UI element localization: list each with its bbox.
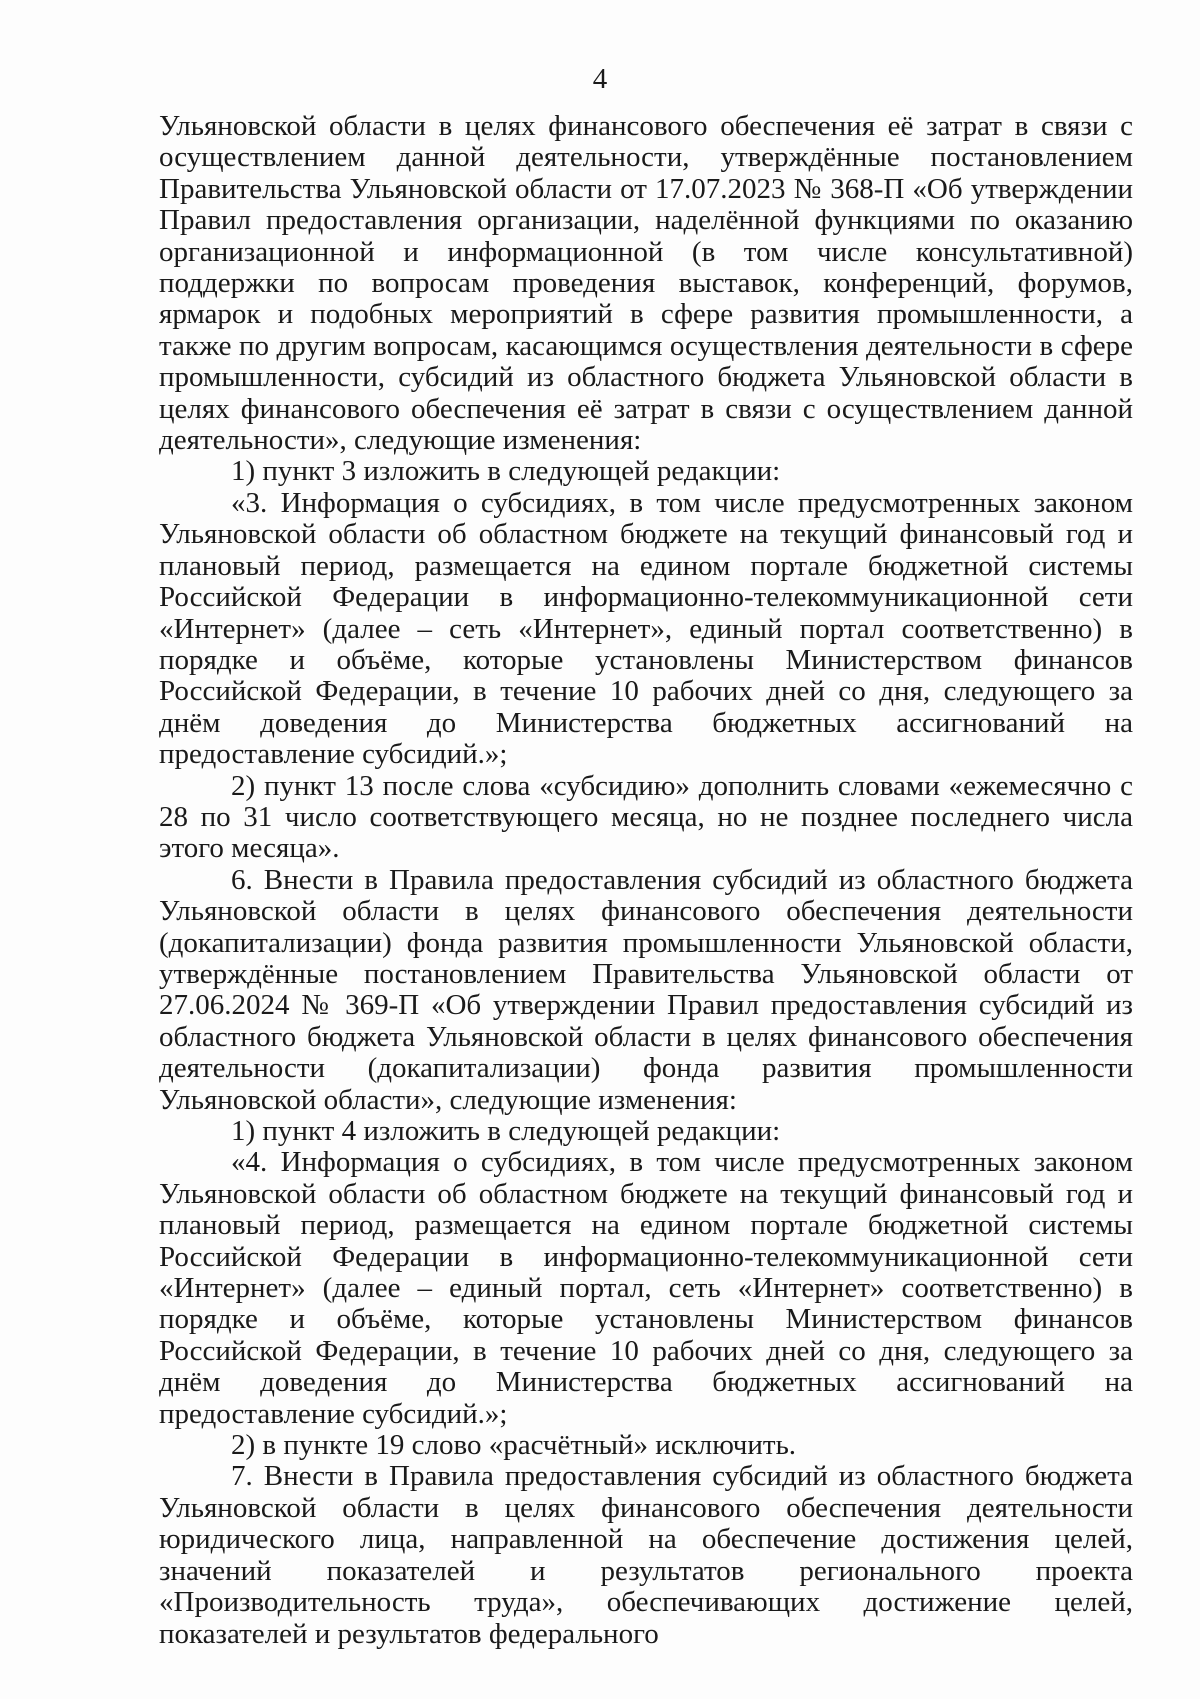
paragraph-item-2-point-13: 2) пункт 13 после слова «субсидию» дополнить словами «ежемесячно с 28 по 31 число соответствующего месяца, но не позднее последнего числа этого месяца». [159,769,1133,865]
paragraph-point-4-text: «4. Информация о субсидиях, в том числе предусмотренных законом Ульяновской области об областном бюджете на текущий финансовый год и плановый период, размещается на едином портале бюджетной системы Российской Федерации в информационно-телекоммуникационной сети «Интернет» (далее – единый портал, сеть «Интернет» соответственно) в порядке и объёме, которые установлены Министерством финансов Российской Федерации, в течение 10 рабочих дней со дня, следующего за днём доведения до Министерства бюджетных ассигнований на предоставление субсидий.»; [159,1146,1133,1430]
paragraph-section-7: 7. Внести в Правила предоставления субсидий из областного бюджета Ульяновской области в целях финансового обеспечения деятельности юридического лица, направленной на обеспечение достижения целей, значений показателей и результатов регионального проекта «Производительность труда», обеспечивающих достижение целей, показателей и результатов федерального [159,1460,1133,1650]
paragraph-point-3-text: «3. Информация о субсидиях, в том числе предусмотренных законом Ульяновской области об областном бюджете на текущий финансовый год и плановый период, размещается на едином портале бюджетной системы Российской Федерации в информационно-телекоммуникационной сети «Интернет» (далее – сеть «Интернет», единый портал соответственно) в порядке и объёме, которые установлены Министерством финансов Российской Федерации, в течение 10 рабочих дней со дня, следующего за днём доведения до Министерства бюджетных ассигнований на предоставление субсидий.»; [159,486,1133,771]
document-body [159,111,1133,1650]
paragraph-item-1-point-3: 1) пункт 3 изложить в следующей редакции: [231,455,781,488]
paragraph-section-6: 6. Внести в Правила предоставления субсидий из областного бюджета Ульяновской области в целях финансового обеспечения деятельности (докапитализации) фонда развития промышленности Ульяновской области, утверждённые постановлением Правительства Ульяновской области от 27.06.2024 № 369-П «Об утверждении Правил предоставления субсидий из областного бюджета Ульяновской области в целях финансового обеспечения деятельности (докапитализации) фонда развития промышленности Ульяновской области», следующие изменения: [159,863,1133,1116]
paragraph-item-1-point-4: 1) пункт 4 изложить в следующей редакции: [231,1115,781,1147]
paragraph-item-2-point-19: 2) в пункте 19 слово «расчётный» исключить. [231,1429,797,1462]
page-number: 4 [592,63,608,95]
paragraph-continuation: Ульяновской области в целях финансового обеспечения её затрат в связи с осуществлением данной деятельности, утверждённые постановлением Правительства Ульяновской области от 17.07.2023 № 368-П «Об утверждении Правил предоставления организации, наделённой функциями по оказанию организационной и информационной (в том числе консультативной) поддержки по вопросам проведения выставок, конференций, форумов, ярмарок и подобных мероприятий в сфере развития промышленности, а также по другим вопросам, касающимся осуществления деятельности в сфере промышленности, субсидий из областного бюджета Ульяновской области в целях финансового обеспечения её затрат в связи с осуществлением данной деятельности», следующие изменения: [159,110,1133,457]
